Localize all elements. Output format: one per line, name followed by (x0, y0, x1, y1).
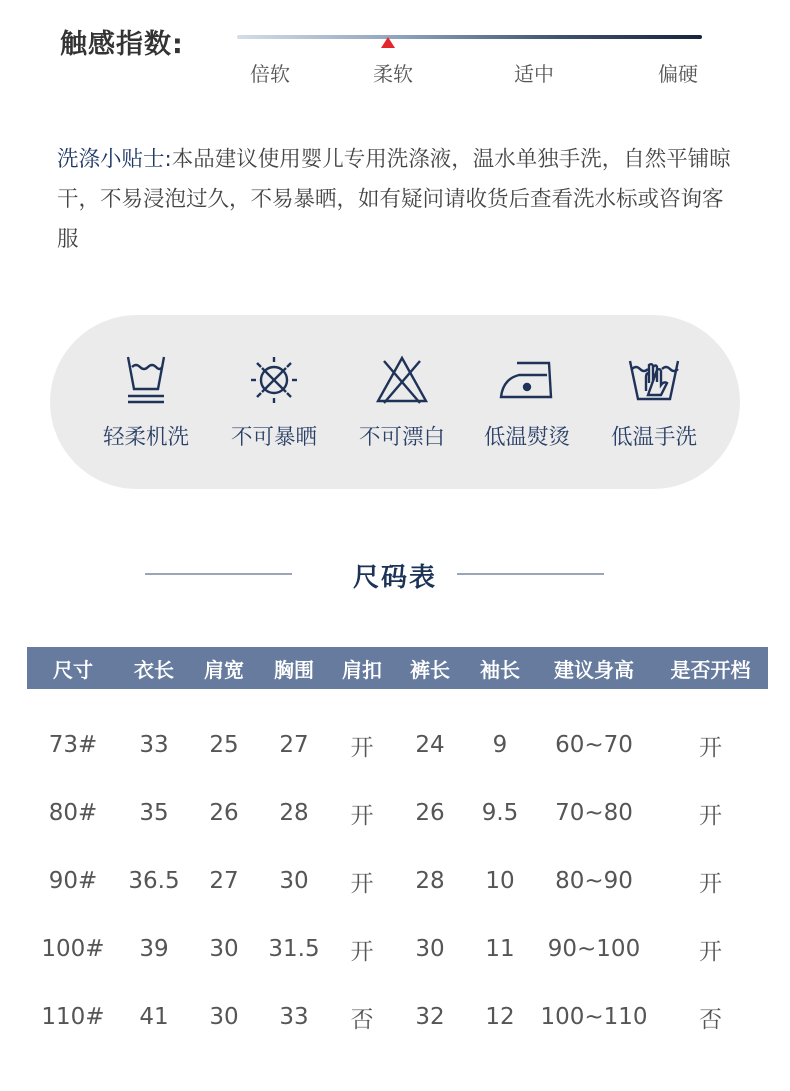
table-cell: 开 (350, 734, 374, 761)
table-cell: 11 (485, 936, 515, 962)
header-length: 衣长 (119, 647, 189, 689)
table-cell: 26 (209, 800, 239, 826)
table-cell: 否 (350, 1006, 374, 1033)
table-cell: 开 (699, 870, 722, 897)
table-cell: 90# (48, 868, 98, 894)
heading-divider-right (457, 573, 604, 575)
table-cell: 30 (415, 936, 445, 962)
table-row (27, 983, 768, 1051)
table-cell: 80~90 (555, 868, 633, 894)
table-cell: 9.5 (481, 800, 519, 826)
care-item (594, 353, 714, 451)
table-row (27, 915, 768, 983)
table-cell: 12 (485, 1004, 515, 1030)
care-label: 轻柔机洗 (102, 425, 189, 450)
softness-marker (381, 37, 395, 48)
table-cell: 100~110 (540, 1004, 648, 1030)
washing-tips-title: 洗涤小贴士: (57, 147, 172, 172)
table-cell: 开 (699, 938, 722, 965)
softness-level-label: 倍软 (250, 62, 290, 86)
table-cell: 32 (415, 1004, 445, 1030)
table-cell: 30 (209, 936, 239, 962)
table-row (27, 847, 768, 915)
header-open-crotch: 是否开档 (653, 647, 768, 689)
table-header-row (27, 647, 768, 689)
softness-level-label: 适中 (514, 62, 554, 86)
table-cell: 25 (209, 732, 239, 758)
no-bleach-icon (372, 353, 432, 408)
care-item (214, 353, 334, 451)
table-cell: 90~100 (547, 936, 641, 962)
washing-tips (57, 140, 737, 260)
header-height: 建议身高 (535, 647, 653, 689)
table-cell: 27 (279, 732, 309, 758)
softness-level-label: 偏硬 (658, 62, 698, 86)
softness-title: 触感指数: (60, 29, 184, 60)
table-cell: 39 (139, 936, 169, 962)
table-cell: 开 (350, 938, 374, 965)
no-sun-drying-icon (244, 353, 304, 408)
table-cell: 60~70 (555, 732, 633, 758)
table-cell: 30 (279, 868, 309, 894)
table-cell: 28 (279, 800, 309, 826)
table-cell: 开 (699, 734, 722, 761)
table-cell: 9 (492, 732, 508, 758)
header-chest: 胸围 (259, 647, 329, 689)
table-cell: 33 (279, 1004, 309, 1030)
table-cell: 31.5 (268, 936, 320, 962)
softness-level-label: 柔软 (373, 62, 413, 86)
table-cell: 24 (415, 732, 445, 758)
table-cell: 100# (41, 936, 105, 962)
table-cell: 开 (350, 802, 374, 829)
care-item (86, 353, 206, 451)
table-cell: 开 (350, 870, 374, 897)
hand-wash-icon (624, 353, 684, 408)
care-label: 不可漂白 (358, 425, 445, 450)
washing-tips-text: 本品建议使用婴儿专用洗涤液，温水单独手洗，自然平铺晾干，不易浸泡过久，不易暴晒，如有疑问请收货后查看洗水标或咨询客服 (57, 147, 731, 252)
table-cell: 10 (485, 868, 515, 894)
table-cell: 否 (699, 1006, 722, 1033)
table-cell: 30 (209, 1004, 239, 1030)
table-cell: 27 (209, 868, 239, 894)
table-cell: 36.5 (128, 868, 180, 894)
care-item (342, 353, 462, 451)
size-chart-table (27, 647, 768, 1051)
table-row (27, 779, 768, 847)
low-temp-iron-icon (497, 353, 557, 408)
table-cell: 110# (41, 1004, 105, 1030)
table-row (27, 689, 768, 779)
care-label: 低温手洗 (610, 425, 697, 450)
header-pants-length: 裤长 (395, 647, 465, 689)
table-cell: 33 (139, 732, 169, 758)
table-cell: 80# (48, 800, 98, 826)
header-size: 尺寸 (27, 647, 119, 689)
table-cell: 70~80 (555, 800, 633, 826)
header-sleeve-length: 袖长 (465, 647, 535, 689)
size-chart-title: 尺码表 (352, 563, 437, 593)
softness-scale-bar (237, 35, 702, 39)
table-cell: 35 (139, 800, 169, 826)
care-item (467, 353, 587, 451)
care-label: 低温熨烫 (483, 425, 570, 450)
table-cell: 41 (139, 1004, 169, 1030)
table-cell: 26 (415, 800, 445, 826)
header-shoulder: 肩宽 (189, 647, 259, 689)
header-shoulder-button: 肩扣 (329, 647, 395, 689)
gentle-wash-icon (116, 353, 176, 408)
care-label: 不可暴晒 (230, 425, 317, 450)
table-cell: 73# (48, 732, 98, 758)
table-cell: 28 (415, 868, 445, 894)
table-cell: 开 (699, 802, 722, 829)
